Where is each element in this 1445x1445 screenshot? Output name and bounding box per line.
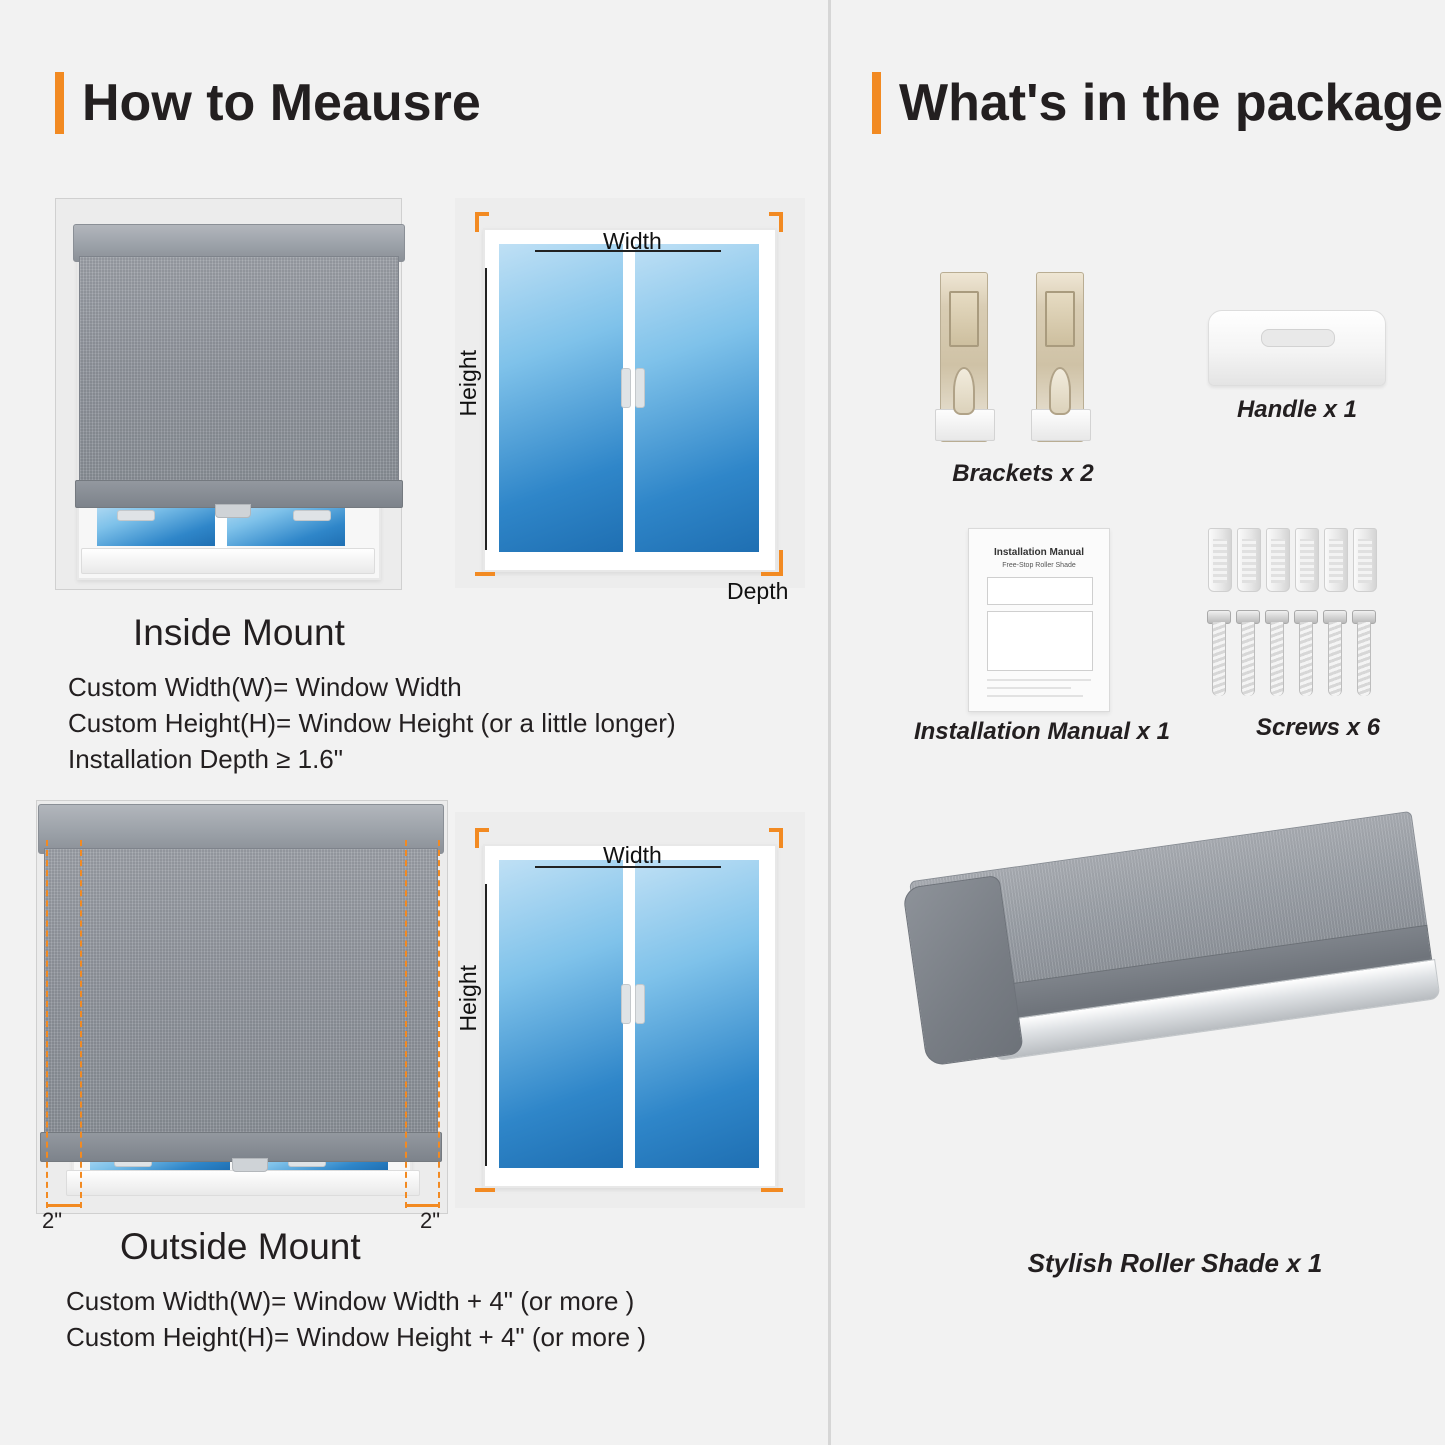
outside-height-label: Height bbox=[455, 965, 481, 1032]
inside-mount-heading: Inside Mount bbox=[133, 612, 345, 653]
overhang-label-right: 2" bbox=[420, 1208, 441, 1233]
measure-mark bbox=[475, 828, 479, 848]
wall-anchor-1 bbox=[1208, 528, 1232, 592]
inside-mount-spec-2: Custom Height(H)= Window Height (or a little longer) bbox=[68, 708, 676, 738]
handle-label: Handle x 1 bbox=[1236, 396, 1358, 423]
wall-anchor-3 bbox=[1266, 528, 1290, 592]
height-arrow bbox=[485, 268, 487, 550]
measure-mark bbox=[475, 212, 479, 232]
screw-shaft bbox=[1357, 622, 1371, 696]
outside-mount-heading: Outside Mount bbox=[120, 1226, 361, 1267]
outside-mount-dimension-diagram bbox=[455, 812, 805, 1208]
brackets-label: Brackets x 2 bbox=[952, 460, 1094, 487]
window-handle-right bbox=[635, 368, 645, 408]
shade-pull-handle bbox=[215, 504, 251, 518]
wall-anchor-5 bbox=[1324, 528, 1348, 592]
outside-mount-shade-illustration bbox=[36, 800, 446, 1212]
inside-width-label: Width bbox=[603, 228, 662, 254]
roller-shade-product bbox=[909, 811, 1445, 1178]
overhang-guide-right-outer bbox=[438, 840, 440, 1208]
measure-mark bbox=[761, 1188, 783, 1192]
inside-mount-spec-1: Custom Width(W)= Window Width bbox=[68, 672, 462, 702]
overhang-guide-right-inner bbox=[405, 840, 407, 1208]
screw-3 bbox=[1268, 610, 1284, 696]
bracket-base bbox=[935, 409, 995, 441]
vertical-divider bbox=[828, 0, 831, 1445]
screw-shaft bbox=[1299, 622, 1313, 696]
bracket-item-1 bbox=[940, 272, 988, 442]
screw-shaft bbox=[1212, 622, 1226, 696]
shade-headrail bbox=[38, 804, 444, 854]
bracket-item-2 bbox=[1036, 272, 1084, 442]
inside-height-label: Height bbox=[455, 350, 481, 417]
measure-mark bbox=[779, 550, 783, 576]
screw-shaft bbox=[1328, 622, 1342, 696]
title-accent-bar bbox=[872, 72, 881, 134]
manual-text-line bbox=[987, 679, 1091, 681]
inside-depth-label: Depth bbox=[727, 578, 789, 604]
screws-label: Screws x 6 bbox=[1255, 714, 1381, 741]
screw-6 bbox=[1355, 610, 1371, 696]
glass-pane-right bbox=[633, 860, 759, 1168]
installation-manual-item bbox=[968, 528, 1110, 712]
wall-anchor-4 bbox=[1295, 528, 1319, 592]
inside-mount-shade-illustration bbox=[55, 198, 400, 588]
installation-manual-label: Installation Manual x 1 bbox=[913, 718, 1171, 745]
overhang-guide-left-outer bbox=[46, 840, 48, 1208]
outside-width-label: Width bbox=[603, 842, 662, 868]
screw-shaft bbox=[1241, 622, 1255, 696]
screw-shaft bbox=[1270, 622, 1284, 696]
inside-mount-spec-3: Installation Depth ≥ 1.6" bbox=[68, 744, 343, 774]
handle-grip-slot bbox=[1261, 329, 1335, 347]
measure-mark bbox=[779, 212, 783, 232]
manual-cover-title: Installation Manual bbox=[993, 547, 1084, 558]
wall-anchor-6 bbox=[1353, 528, 1377, 592]
roller-shade-label: Stylish Roller Shade x 1 bbox=[1027, 1248, 1323, 1278]
screw-1 bbox=[1210, 610, 1226, 696]
overhang-guide-left-inner bbox=[80, 840, 82, 1208]
overhang-measure-left bbox=[46, 1204, 80, 1207]
glass-pane-left bbox=[499, 860, 625, 1168]
glass-pane-left bbox=[499, 244, 625, 552]
glass-pane-right bbox=[633, 244, 759, 552]
outside-mount-spec-2: Custom Height(H)= Window Height + 4" (or more ) bbox=[66, 1322, 646, 1352]
window-handle-right bbox=[635, 984, 645, 1024]
inside-mount-dimension-diagram bbox=[455, 198, 805, 588]
manual-text-line bbox=[987, 687, 1071, 689]
window-sill bbox=[81, 548, 375, 574]
window-handle-right bbox=[293, 510, 331, 521]
screw-5 bbox=[1326, 610, 1342, 696]
window-handle-left bbox=[117, 510, 155, 521]
screw-2 bbox=[1239, 610, 1255, 696]
screw-4 bbox=[1297, 610, 1313, 696]
manual-diagram-box bbox=[987, 611, 1093, 671]
overhang-label-left: 2" bbox=[42, 1208, 63, 1233]
manual-cover-subtitle: Free-Stop Roller Shade bbox=[1002, 562, 1076, 569]
measure-mark bbox=[779, 828, 783, 848]
wall-anchor-2 bbox=[1237, 528, 1261, 592]
outside-mount-spec-1: Custom Width(W)= Window Width + 4" (or more ) bbox=[66, 1286, 635, 1316]
measure-mark bbox=[475, 572, 495, 576]
bracket-base bbox=[1031, 409, 1091, 441]
shade-fabric bbox=[79, 256, 399, 484]
window-sill bbox=[66, 1170, 420, 1196]
right-title-text: What's in the package bbox=[899, 74, 1444, 132]
left-title-text: How to Meausre bbox=[82, 74, 481, 132]
overhang-measure-right bbox=[405, 1204, 439, 1207]
measure-mark bbox=[475, 1188, 495, 1192]
shade-fabric bbox=[44, 848, 438, 1136]
manual-diagram-box bbox=[987, 577, 1093, 605]
right-section-title bbox=[872, 72, 1443, 134]
manual-text-line bbox=[987, 695, 1083, 697]
window-handle-left bbox=[621, 984, 631, 1024]
handle-item bbox=[1208, 310, 1386, 386]
height-arrow bbox=[485, 884, 487, 1166]
window-handle-left bbox=[621, 368, 631, 408]
shade-pull-handle bbox=[232, 1158, 268, 1172]
title-accent-bar bbox=[55, 72, 64, 134]
left-section-title bbox=[55, 72, 481, 134]
